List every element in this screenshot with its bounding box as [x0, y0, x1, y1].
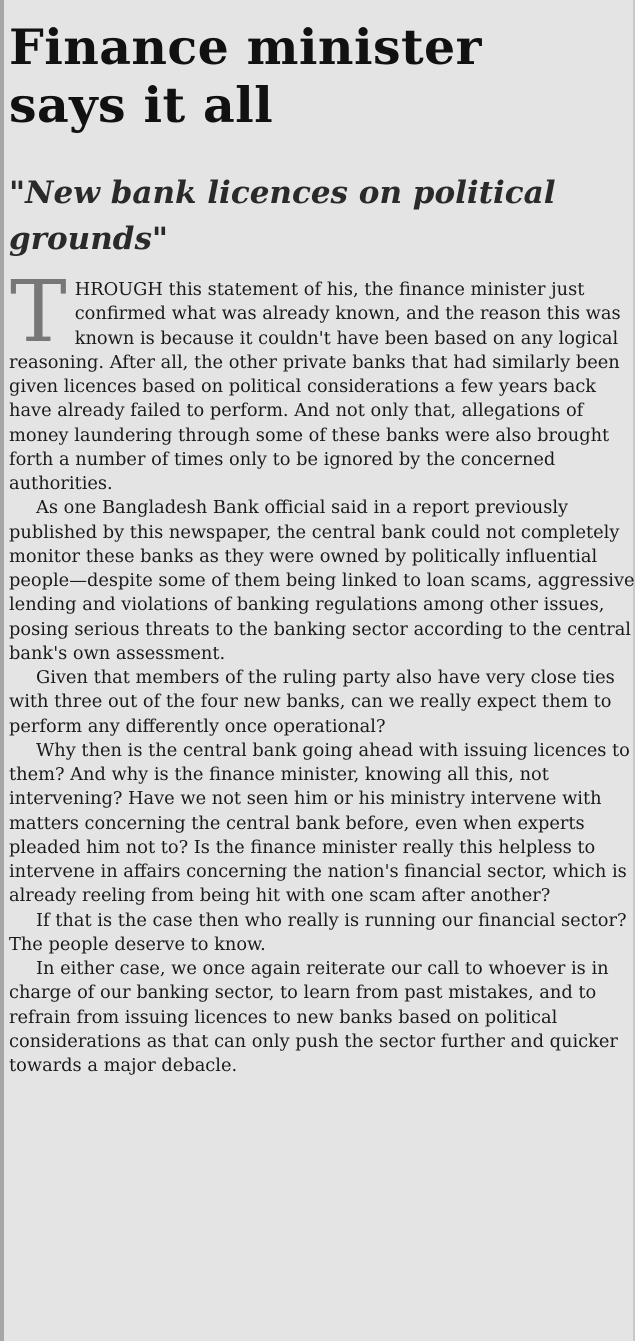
drop-cap: T — [10, 263, 67, 362]
paragraph-5: If that is the case then who really is running our financial sector? The people deserve to know. — [9, 909, 627, 955]
subheadline: "New bank licences on political grounds" — [9, 175, 556, 257]
paragraph-3: Given that members of the ruling party also have very close ties with three out of the four new banks, can we really expect them to perform any differently once operational? — [9, 667, 615, 737]
paragraph-1 — [9, 263, 639, 496]
headline: Finance minister says it all — [9, 18, 482, 134]
paragraph-4: Why then is the central bank going ahead with issuing licences to them? And why is the finance minister, knowing all this, not intervening? Have we not seen him or his ministry intervene with matters concerning the central bank before, even when experts pleaded him not to? Is the finance minister really this helpless to intervene in affairs concerning the nation's financial sector, which is already reeling from being hit with one scam after another? — [9, 739, 630, 907]
paragraph-2: As one Bangladesh Bank official said in a report previously published by this newspaper, the central bank could not completely monitor these banks as they were owned by politically influential people—despite some of them being linked to loan scams, aggressive lending and violations of banking regulations among other issues, posing serious threats to the banking sector according to the central bank's own assessment. — [9, 497, 635, 664]
paragraph-1-text: HROUGH this statement of his, the finance minister just confirmed what was already known, and the reason this was known is because it couldn't have been based on any logical reasoning. After all, the other private banks that had similarly been given licences based on political considerations a few years back have already failed to perform. And not only that, allegations of money laundering through some of these banks were also brought forth a number of times only to be ignored by the concerned authorities. — [9, 279, 621, 494]
paragraph-6: In either case, we once again reiterate our call to whoever is in charge of our banking sector, to learn from past mistakes, and to refrain from issuing licences to new banks based on political considerations as that can only push the sector further and quicker towards a major debacle. — [9, 958, 618, 1076]
article-body — [9, 263, 639, 1078]
